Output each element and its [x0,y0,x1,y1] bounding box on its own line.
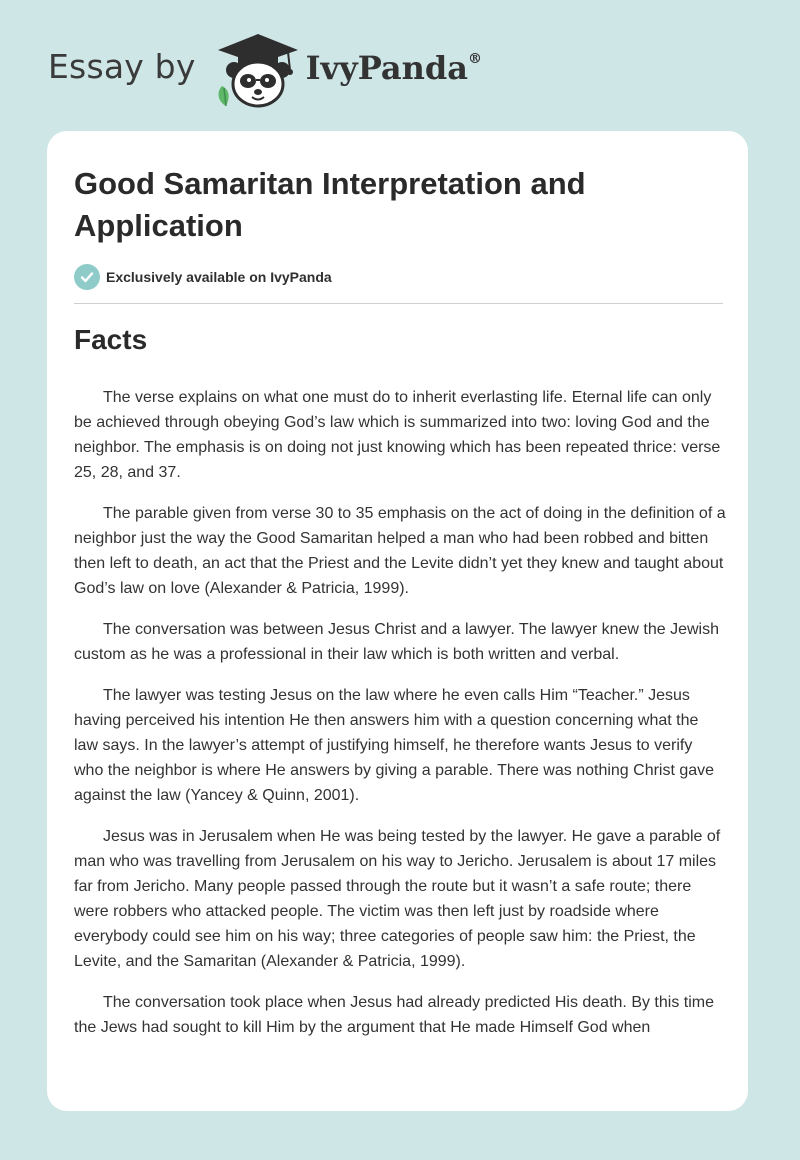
paragraph: Jesus was in Jerusalem when He was being tested by the lawyer. He gave a parable of man who was travelling from Jerusalem on his way to Jericho. Jerusalem is about 17 miles far from Jericho. Many people passed through the route but it wasn’t a safe route; there were robbers who attacked people. The victim was then left just by roadside where everybody could see him on his way; three categories of people saw him: the Priest, the Levite, and the Samaritan (Alexander & Patricia, 1999). [74,828,721,970]
paragraph: The conversation took place when Jesus had already predicted His death. By this time the Jews had sought to kill Him by the argument that He made Himself God when [74,994,714,1036]
paragraph: The conversation was between Jesus Christ and a lawyer. The lawyer knew the Jewish custom as he was a professional in their law which is both written and verbal. [74,621,720,663]
essay-card [47,131,748,1111]
brand-name[interactable]: IvyPanda® [305,49,483,87]
section-heading: Facts [74,324,148,355]
essay-by-label: Essay by [48,46,196,86]
trademark-symbol: ® [468,51,483,67]
divider [74,303,723,304]
exclusive-badge [74,264,332,290]
paragraph: The parable given from verse 30 to 35 emphasis on the act of doing in the definition of a neighbor just the way the Good Samaritan helped a man who had been robbed and bitten then left to death, an act that the Priest and the Levite didn’t yet they knew and taught about God’s law on love (Alexander & Patricia, 1999). [74,505,726,597]
paragraph: The verse explains on what one must do to inherit everlasting life. Eternal life can only be achieved through obeying God’s law which is summarized into two: loving God and the neighbor. The emphasis is on doing not just knowing which has been repeated thrice: verse 25, 28, and 37. [74,389,721,481]
site-header [48,30,548,110]
check-icon [74,264,100,290]
page-title: Good Samaritan Interpretation and Application [74,166,586,243]
essay-body [74,385,726,1056]
paragraph: The lawyer was testing Jesus on the law where he even calls Him “Teacher.” Jesus having perceived his intention He then answers him with a question concerning what the law says. In the lawyer’s attempt of justifying himself, he therefore wants Jesus to verify who the neighbor is where He answers by giving a parable. There was nothing Christ gave against the law (Yancey & Quinn, 2001). [74,687,715,804]
badge-label: Exclusively available on IvyPanda [106,269,332,285]
panda-graduate-icon[interactable] [214,30,302,110]
